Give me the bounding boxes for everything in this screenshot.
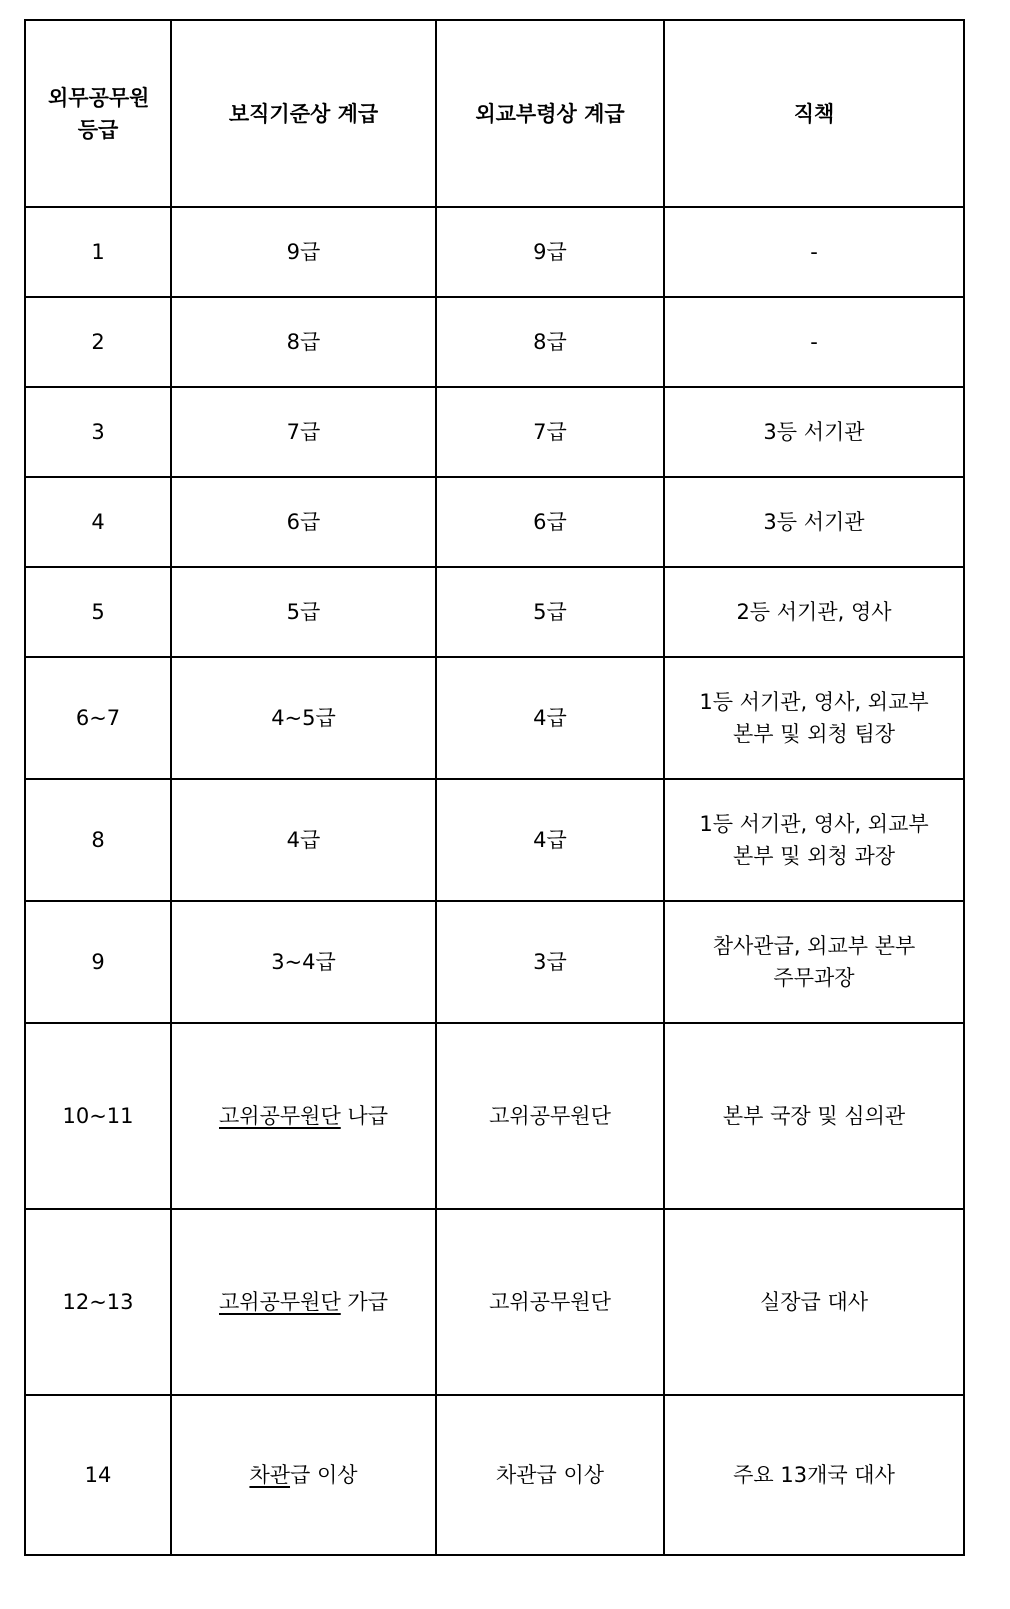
position-rank-cell: 4급: [171, 779, 436, 901]
duty-cell: 3등 서기관: [664, 477, 964, 567]
position-rank-suffix: 가급: [340, 1290, 388, 1314]
duty-cell: 주요 13개국 대사: [664, 1395, 964, 1555]
ministry-rank-cell: 6급: [436, 477, 664, 567]
position-rank-cell: 3~4급: [171, 901, 436, 1023]
grade-cell: 2: [25, 297, 171, 387]
header-duty: 직책: [664, 20, 964, 207]
duty-cell: 본부 국장 및 심의관: [664, 1023, 964, 1209]
position-rank-cell: 8급: [171, 297, 436, 387]
header-position-rank: 보직기준상 계급: [171, 20, 436, 207]
senior-civil-service-link[interactable]: 고위공무원단: [219, 1104, 341, 1128]
table-row: [25, 657, 964, 779]
ministry-rank-cell: 4급: [436, 779, 664, 901]
position-rank-suffix: 급 이상: [290, 1463, 358, 1487]
position-rank-cell: 9급: [171, 207, 436, 297]
table-header: [25, 20, 964, 207]
duty-cell: -: [664, 207, 964, 297]
table-row: [25, 1395, 964, 1555]
table-row: [25, 1023, 964, 1209]
ministry-rank-cell: 8급: [436, 297, 664, 387]
position-rank-cell: 6급: [171, 477, 436, 567]
duty-cell: 2등 서기관, 영사: [664, 567, 964, 657]
ministry-rank-cell: 3급: [436, 901, 664, 1023]
ministry-rank-cell: 9급: [436, 207, 664, 297]
grade-cell: 9: [25, 901, 171, 1023]
table-row: [25, 1209, 964, 1395]
duty-cell: 1등 서기관, 영사, 외교부 본부 및 외청 팀장: [664, 657, 964, 779]
duty-cell: 1등 서기관, 영사, 외교부 본부 및 외청 과장: [664, 779, 964, 901]
grade-cell: 10~11: [25, 1023, 171, 1209]
grade-cell: 8: [25, 779, 171, 901]
table-row: [25, 207, 964, 297]
grade-cell: 6~7: [25, 657, 171, 779]
grade-cell: 5: [25, 567, 171, 657]
grade-cell: 3: [25, 387, 171, 477]
grade-cell: 14: [25, 1395, 171, 1555]
position-rank-cell: [171, 1023, 436, 1209]
header-row: [25, 20, 964, 207]
ministry-rank-cell: 차관급 이상: [436, 1395, 664, 1555]
senior-civil-service-link[interactable]: 고위공무원단: [219, 1290, 341, 1314]
table-body: [25, 207, 964, 1555]
header-ministry-rank: 외교부령상 계급: [436, 20, 664, 207]
table-row: [25, 477, 964, 567]
position-rank-cell: 5급: [171, 567, 436, 657]
ministry-rank-cell: 4급: [436, 657, 664, 779]
position-rank-cell: [171, 1209, 436, 1395]
duty-cell: 참사관급, 외교부 본부 주무과장: [664, 901, 964, 1023]
table-row: [25, 567, 964, 657]
table-row: [25, 387, 964, 477]
duty-cell: -: [664, 297, 964, 387]
ministry-rank-cell: 5급: [436, 567, 664, 657]
position-rank-cell: [171, 1395, 436, 1555]
duty-cell: 실장급 대사: [664, 1209, 964, 1395]
grade-cell: 4: [25, 477, 171, 567]
grade-table: [24, 19, 965, 1556]
table-row: [25, 901, 964, 1023]
header-grade: 외무공무원 등급: [25, 20, 171, 207]
table-row: [25, 297, 964, 387]
table-row: [25, 779, 964, 901]
grade-cell: 12~13: [25, 1209, 171, 1395]
duty-cell: 3등 서기관: [664, 387, 964, 477]
grade-cell: 1: [25, 207, 171, 297]
ministry-rank-cell: 고위공무원단: [436, 1209, 664, 1395]
position-rank-cell: 4~5급: [171, 657, 436, 779]
vice-minister-link[interactable]: 차관: [249, 1463, 291, 1487]
position-rank-cell: 7급: [171, 387, 436, 477]
ministry-rank-cell: 고위공무원단: [436, 1023, 664, 1209]
position-rank-suffix: 나급: [340, 1104, 388, 1128]
ministry-rank-cell: 7급: [436, 387, 664, 477]
